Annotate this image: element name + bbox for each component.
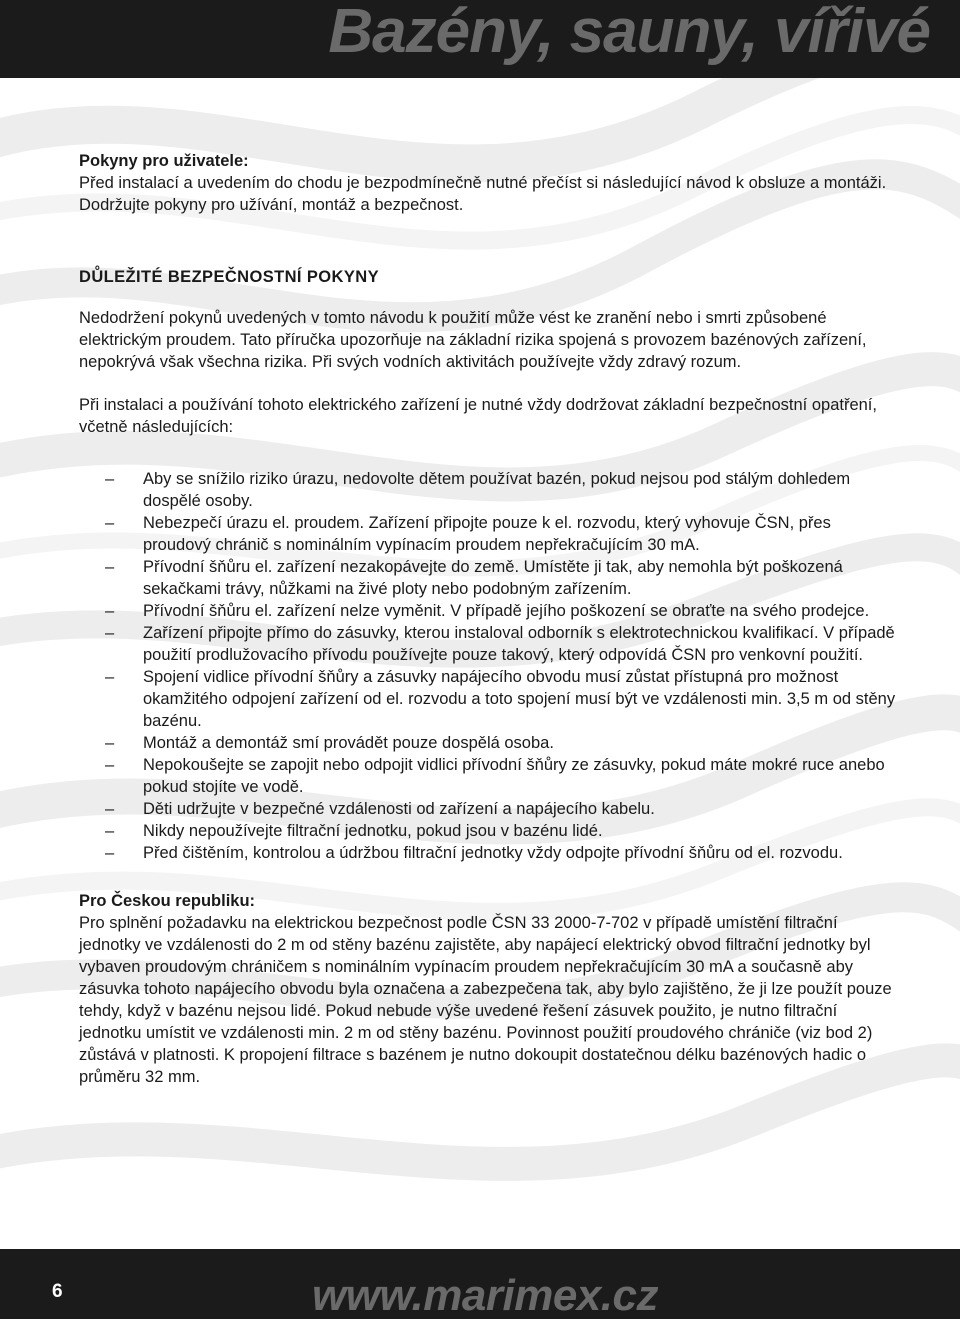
list-item: – Montáž a demontáž smí provádět pouze dospělá osoba.: [105, 734, 554, 752]
website-url: www.marimex.cz: [312, 1271, 658, 1320]
document-body: [79, 150, 899, 1088]
dash-bullet: –: [105, 602, 115, 620]
dash-bullet: –: [105, 558, 115, 576]
list-item: – Nikdy nepoužívejte filtrační jednotku, pokud jsou v bazénu lidé.: [105, 822, 603, 840]
user-instructions-text: Před instalací a uvedením do chodu je bezpodmínečně nutné přečíst si následující návod k obsluze a montáži. Dodržujte pokyny pro užívání, montáž a bezpečnost.: [79, 174, 887, 214]
safety-intro: Nedodržení pokynů uvedených v tomto návodu k použití může vést ke zranění nebo i smrti způsobené elektrickým proudem. Tato příručka upozorňuje na základní rizika spojená s provozem bazénových zařízení, nepokrývá však všechna rizika. Při svých vodních aktivitách používejte vždy zdravý rozum.: [79, 309, 867, 371]
dash-bullet: –: [105, 668, 115, 686]
safety-rules-list: [79, 468, 899, 864]
user-instructions-section: [79, 150, 899, 216]
safety-heading: DŮLEŽITÉ BEZPEČNOSTNÍ POKYNY: [79, 268, 379, 286]
dash-bullet: –: [105, 844, 115, 862]
dash-bullet: –: [105, 734, 115, 752]
user-instructions-heading: Pokyny pro uživatele:: [79, 152, 249, 170]
list-item: – Zařízení připojte přímo do zásuvky, kterou instaloval odborník s elektrotechnickou kvalifikací. V případě použití prodlužovacího přívodu používejte pouze takový, který odpovídá ČSN pro venkovní použití.: [105, 624, 895, 664]
list-item: – Spojení vidlice přívodní šňůry a zásuvky napájecího obvodu musí zůstat přístupná pro možnost okamžitého odpojení zařízení od el. rozvodu a toto spojení musí být ve vzdálenosti min. 3,5 m od stěny bazénu.: [105, 668, 896, 730]
page-header: [0, 0, 960, 78]
dash-bullet: –: [105, 800, 115, 818]
install-intro: Při instalaci a používání tohoto elektrického zařízení je nutné vždy dodržovat základní bezpečnostní opatření, včetně následujících:: [79, 396, 877, 436]
czech-republic-text: Pro splnění požadavku na elektrickou bezpečnost podle ČSN 33 2000-7-702 v případě umístění filtrační jednotky ve vzdálenosti do 2 m od stěny bazénu zajistěte, aby napájecí elektrický obvod filtrační jednotky byl vybaven proudovým chráničem s nominálním vypínacím proudem nepřekračujícím 30 mA a současně aby zásuvka tohoto napájecího obvodu byla označena a zabezpečena tak, aby bylo zajištěno, že ji lze použít pouze tehdy, když v bazénu nejsou lidé. Pokud nebude výše uvedené řešení zásuvek použito, je nutno filtrační jednotku umístit ve vzdálenosti min. 2 m od stěny bazénu. Povinnost použití proudového chrániče (viz bod 2) zůstává v platnosti. K propojení filtrace s bazénem je nutno dokoupit dostatečnou délku bazénových hadic o průměru 32 mm.: [79, 914, 892, 1086]
list-item: – Nebezpečí úrazu el. proudem. Zařízení připojte pouze k el. rozvodu, který vyhovuje ČSN, přes proudový chránič s nominálním vypínacím proudem nepřekračujícím 30 mA.: [105, 514, 831, 554]
header-title: Bazény, sauny, vířivé: [328, 0, 930, 66]
list-item: – Přívodní šňůru el. zařízení nezakopávejte do země. Umístěte ji tak, aby nemohla být poškozená sekačkami trávy, nůžkami na živé ploty nebo podobným zařízením.: [105, 558, 843, 598]
list-item: – Děti udržujte v bezpečné vzdálenosti od zařízení a napájecího kabelu.: [105, 800, 655, 818]
list-item: – Přívodní šňůru el. zařízení nelze vyměnit. V případě jejího poškození se obraťte na svého prodejce.: [105, 602, 870, 620]
dash-bullet: –: [105, 822, 115, 840]
dash-bullet: –: [105, 624, 115, 642]
czech-republic-section: [79, 890, 899, 1088]
czech-republic-heading: Pro Českou republiku:: [79, 892, 256, 910]
list-item: – Nepokoušejte se zapojit nebo odpojit vidlici přívodní šňůry ze zásuvky, pokud máte mokré ruce anebo pokud stojíte ve vodě.: [105, 756, 885, 796]
dash-bullet: –: [105, 470, 115, 488]
list-item: – Před čištěním, kontrolou a údržbou filtrační jednotky vždy odpojte přívodní šňůru od el. rozvodu.: [105, 844, 843, 862]
page-footer: [0, 1249, 960, 1319]
dash-bullet: –: [105, 514, 115, 532]
page-number: 6: [52, 1281, 63, 1302]
list-item: – Aby se snížilo riziko úrazu, nedovolte dětem používat bazén, pokud nejsou pod stálým dohledem dospělé osoby.: [105, 470, 851, 510]
dash-bullet: –: [105, 756, 115, 774]
